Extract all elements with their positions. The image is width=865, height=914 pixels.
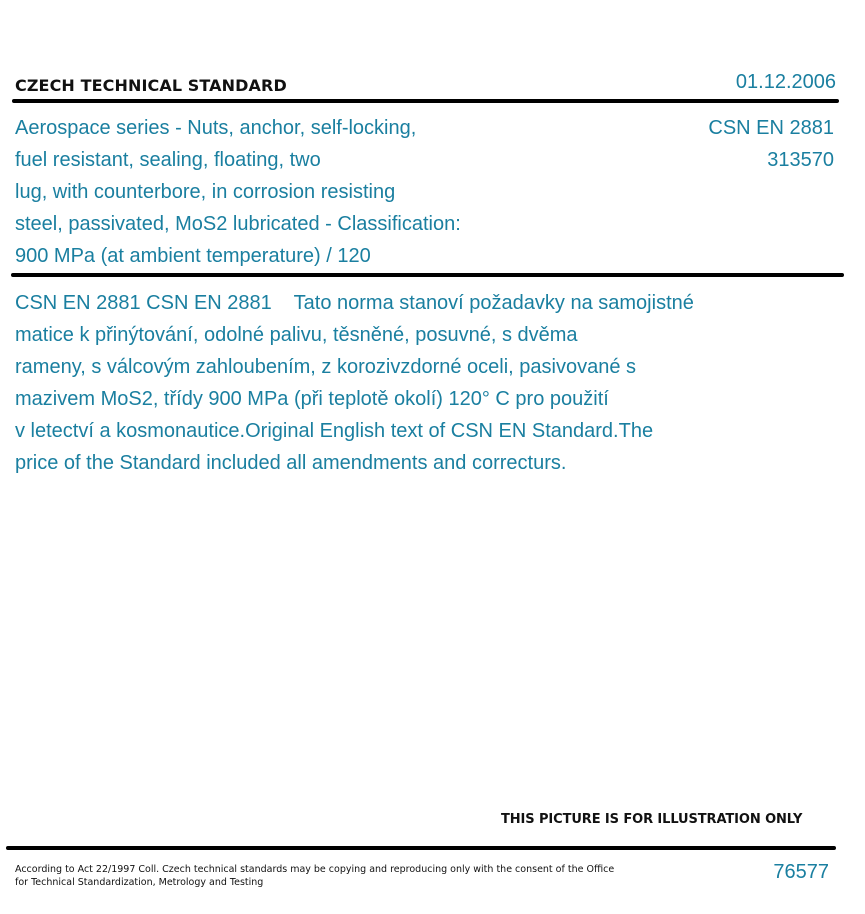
- footer-divider: [6, 846, 836, 850]
- standard-title-line: steel, passivated, MoS2 lubricated - Classification:: [15, 213, 461, 235]
- standard-title-line: lug, with counterbore, in corrosion resisting: [15, 181, 396, 203]
- legal-notice-line: for Technical Standardization, Metrology and Testing: [15, 877, 264, 888]
- description-line: v letectví a kosmonautice.Original English text of CSN EN Standard.The: [15, 420, 654, 442]
- standard-title: [15, 112, 575, 272]
- document-number: 76577: [773, 861, 829, 883]
- description-line: rameny, s válcovým zahloubením, z korozivzdorné oceli, pasivované s: [15, 356, 637, 378]
- standard-code: CSN EN 2881: [708, 117, 834, 139]
- issue-date: 01.12.2006: [735, 71, 836, 93]
- legal-notice-line: According to Act 22/1997 Coll. Czech technical standards may be copying and reproducing only with the consent of the Office: [15, 864, 615, 875]
- description-line: matice k přinýtování, odolné palivu, těsněné, posuvné, s dvěma: [15, 324, 578, 346]
- standard-description: [15, 287, 855, 479]
- standard-title-line: 900 MPa (at ambient temperature) / 120: [15, 245, 371, 267]
- legal-notice: [15, 863, 615, 889]
- standard-identifiers: [708, 112, 834, 176]
- description-line: mazivem MoS2, třídy 900 MPa (při teplotě okolí) 120° C pro použití: [15, 388, 609, 410]
- catalog-number: 313570: [767, 149, 834, 171]
- header-divider: [12, 99, 839, 103]
- standard-title-line: fuel resistant, sealing, floating, two: [15, 149, 321, 171]
- page-header-title: CZECH TECHNICAL STANDARD: [15, 76, 287, 95]
- description-line: price of the Standard included all amendments and correcturs.: [15, 452, 567, 474]
- description-line: CSN EN 2881 CSN EN 2881 Tato norma stanoví požadavky na samojistné: [15, 292, 694, 314]
- title-divider: [11, 273, 844, 277]
- illustration-disclaimer: THIS PICTURE IS FOR ILLUSTRATION ONLY: [501, 812, 803, 827]
- standard-title-line: Aerospace series - Nuts, anchor, self-locking,: [15, 117, 417, 139]
